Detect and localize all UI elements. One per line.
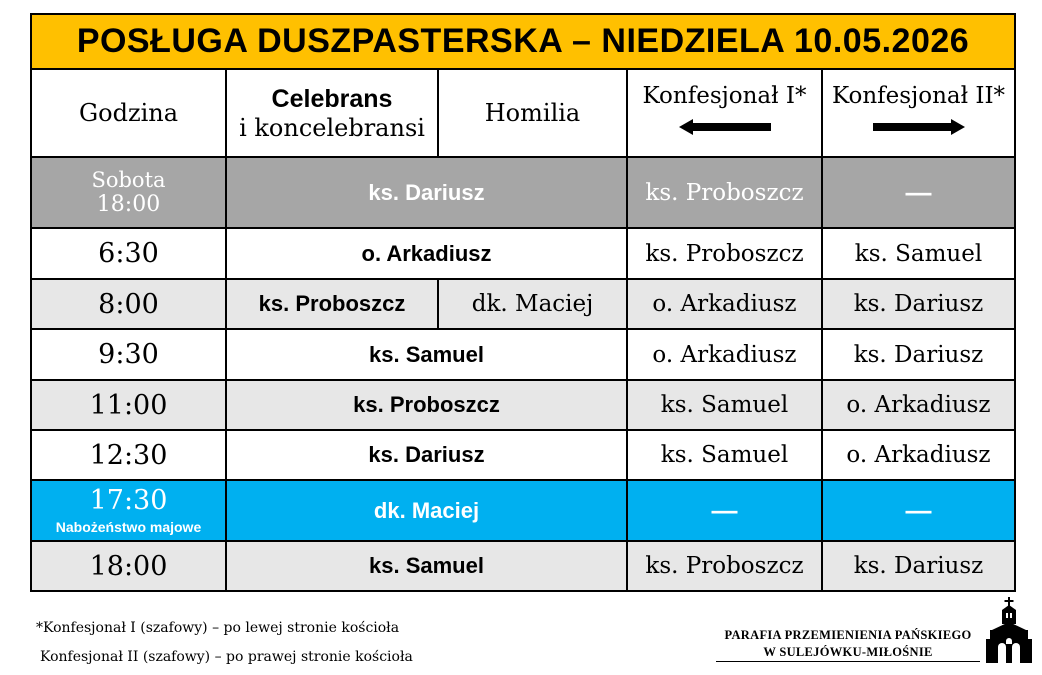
church-icon (984, 597, 1034, 667)
row-time: 18:00 (31, 541, 226, 591)
header-homily: Homilia (438, 69, 627, 157)
row-confessional-2: o. Arkadiusz (822, 430, 1015, 480)
row-celebrant: ks. Samuel (226, 541, 627, 591)
header-confessional-2 (822, 69, 1015, 157)
row-confessional-2: ks. Dariusz (822, 329, 1015, 380)
header-celebrant (226, 69, 438, 157)
table-row (31, 380, 1015, 430)
evening-time-cell (31, 480, 226, 541)
arrow-left-icon (679, 119, 771, 135)
table-row (31, 228, 1015, 279)
header-row (31, 69, 1015, 157)
row-celebrant: ks. Dariusz (226, 430, 627, 480)
saturday-time-cell (31, 157, 226, 228)
row-confessional-1: o. Arkadiusz (627, 279, 822, 329)
header-time: Godzina (31, 69, 226, 157)
saturday-confessional-2: — (822, 157, 1015, 228)
row-confessional-1: ks. Samuel (627, 430, 822, 480)
evening-celebrant: dk. Maciej (226, 480, 627, 541)
table-row-evening-service (31, 480, 1015, 541)
saturday-time: 18:00 (96, 191, 161, 217)
row-time: 6:30 (31, 228, 226, 279)
row-time: 11:00 (31, 380, 226, 430)
row-celebrant: ks. Proboszcz (226, 279, 438, 329)
table-row-saturday (31, 157, 1015, 228)
row-celebrant: ks. Samuel (226, 329, 627, 380)
row-confessional-2: ks. Dariusz (822, 541, 1015, 591)
table-row (31, 541, 1015, 591)
row-time: 12:30 (31, 430, 226, 480)
row-confessional-2: ks. Samuel (822, 228, 1015, 279)
parish-name (716, 627, 980, 662)
row-confessional-2: o. Arkadiusz (822, 380, 1015, 430)
arrow-right-icon (873, 119, 965, 135)
evening-service-name: Nabożeństwo majowe (55, 518, 202, 535)
table-row (31, 279, 1015, 329)
evening-confessional-1: — (627, 480, 822, 541)
evening-time: 17:30 (89, 484, 168, 516)
footnote-confessional-2: Konfesjonał II (szafowy) – po prawej stronie kościoła (40, 649, 413, 665)
schedule-table (30, 13, 1016, 592)
row-time: 8:00 (31, 279, 226, 329)
parish-line-1: PARAFIA PRZEMIENIENIA PAŃSKIEGO (724, 628, 972, 642)
evening-confessional-2: — (822, 480, 1015, 541)
row-confessional-1: o. Arkadiusz (627, 329, 822, 380)
row-celebrant: o. Arkadiusz (226, 228, 627, 279)
row-confessional-1: ks. Samuel (627, 380, 822, 430)
row-homily: dk. Maciej (438, 279, 627, 329)
parish-line-2: W SULEJÓWKU-MIŁOŚNIE (716, 644, 980, 662)
table-row (31, 329, 1015, 380)
saturday-day: Sobota (91, 167, 166, 192)
saturday-celebrant: ks. Dariusz (226, 157, 627, 228)
table-row (31, 430, 1015, 480)
header-celebrant-label: Celebrans (271, 84, 393, 113)
page-title: POSŁUGA DUSZPASTERSKA – NIEDZIELA 10.05.2026 (31, 14, 1015, 69)
header-confessional-1-label: Konfesjonał I* (642, 83, 807, 109)
row-confessional-1: ks. Proboszcz (627, 228, 822, 279)
header-confessional-2-label: Konfesjonał II* (831, 83, 1006, 109)
header-confessional-1 (627, 69, 822, 157)
saturday-confessional-1: ks. Proboszcz (627, 157, 822, 228)
row-celebrant: ks. Proboszcz (226, 380, 627, 430)
footnote-confessional-1: *Konfesjonał I (szafowy) – po lewej stronie kościoła (36, 620, 400, 636)
row-time: 9:30 (31, 329, 226, 380)
header-concelebrants-label: i koncelebransi (239, 113, 425, 142)
row-confessional-2: ks. Dariusz (822, 279, 1015, 329)
row-confessional-1: ks. Proboszcz (627, 541, 822, 591)
